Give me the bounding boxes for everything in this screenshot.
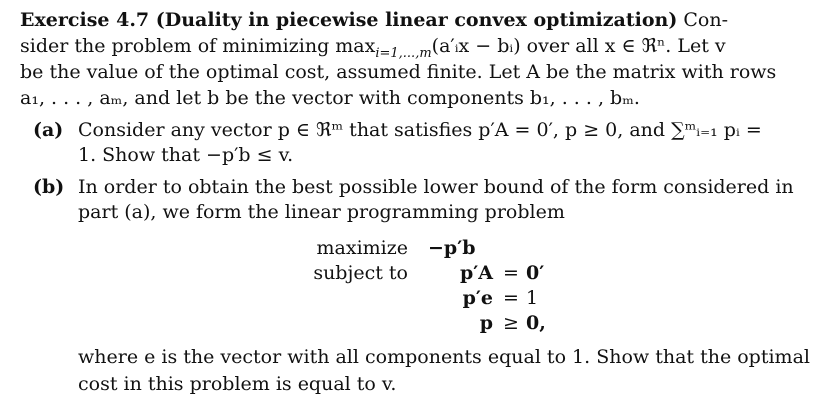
- lp-objective: −p′b: [428, 237, 476, 259]
- exercise-intro-line-3: be the value of the optimal cost, assumed finite. Let A be the matrix with rows: [20, 61, 777, 83]
- part-a-line-2: 1. Show that −p′b ≤ v.: [78, 144, 294, 166]
- lp-subject-to-keyword: subject to: [313, 262, 408, 284]
- lp-constraint-3-rel: ≥: [503, 312, 519, 334]
- lp-constraint-3-rhs: 0,: [526, 312, 546, 334]
- part-b-conclusion-2: cost in this problem is equal to v.: [78, 373, 397, 395]
- lp-constraint-2-rel: =: [503, 287, 519, 309]
- lp-constraint-1-rel: =: [503, 262, 519, 284]
- exercise-intro-line-4: a₁, . . . , aₘ, and let b be the vector with components b₁, . . . , bₘ.: [20, 87, 640, 109]
- lp-constraint-2-lhs: p′e: [462, 287, 493, 309]
- part-b-label: (b): [33, 176, 65, 198]
- part-a-label: (a): [33, 119, 64, 141]
- max-subscript: i=1,...,m: [375, 45, 432, 61]
- lp-constraint-1-rhs: 0′: [526, 262, 545, 284]
- lp-maximize-keyword: maximize: [316, 237, 408, 259]
- intro-minimizing: sider the problem of minimizing max: [20, 35, 376, 57]
- part-b-line-2: part (a), we form the linear programming problem: [78, 201, 565, 223]
- lp-constraint-1-lhs: p′A: [459, 262, 493, 284]
- exercise-title: Exercise 4.7 (Duality in piecewise linear convex optimization): [20, 9, 678, 31]
- part-b-line-1: In order to obtain the best possible lower bound of the form considered in: [78, 176, 794, 198]
- intro-con: Con-: [683, 9, 729, 31]
- part-a-line-1: Consider any vector p ∈ ℜᵐ that satisfies p′A = 0′, p ≥ 0, and ∑ᵐᵢ₌₁ pᵢ =: [78, 119, 762, 141]
- lp-constraint-2-rhs: 1: [526, 287, 539, 309]
- part-b-conclusion-1: where e is the vector with all components equal to 1. Show that the optimal: [78, 346, 810, 368]
- lp-constraint-3-lhs: p: [479, 312, 493, 334]
- intro-objective: (a′ᵢx − bᵢ) over all x ∈ ℜⁿ. Let v: [431, 35, 726, 57]
